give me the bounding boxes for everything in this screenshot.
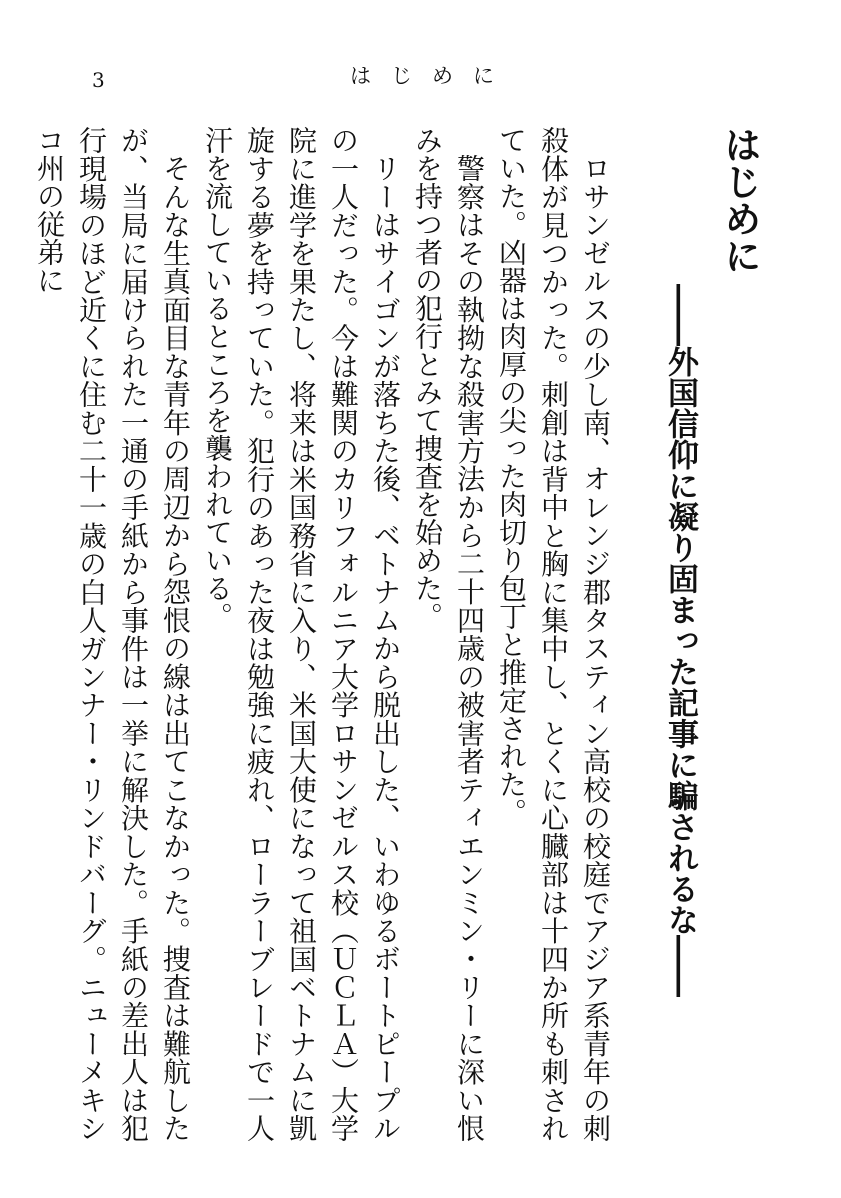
- paragraph: そんな生真面目な青年の周辺から怨恨の線は出てこなかった。捜査は難航したが、当局に届けられた一通の手紙から事件は一挙に解決した。手紙の差出人は犯行現場のほど近くに住む二十一歳の白人ガンナー・リンドバーグ。ニューメキシコ州の従弟に: [33, 126, 192, 1142]
- chapter-title: はじめに: [718, 126, 762, 274]
- paragraph: リーはサイゴンが落ちた後、ベトナムから脱出した、いわゆるボートピープルの一人だった。今は難関のカリフォルニア大学ロサンゼルス校（ＵＣＬＡ）大学院に進学を果たし、将来は米国務省に入り、米国大使になって祖国ベトナムに凱旋する夢を持っていた。犯行のあった夜は勉強に疲れ、ローラーブレードで一人汗を流しているところを襲われている。: [201, 126, 402, 1143]
- paragraph: 警察はその執拗な殺害方法から二十四歳の被害者ティエンミン・リーに深い恨みを持つ者の犯行とみて捜査を始めた。: [411, 126, 486, 1142]
- paragraph: ロサンゼルスの少し南、オレンジ郡タスティン高校の校庭でアジア系青年の刺殺体が見つかった。刺創は背中と胸に集中し、とくに心臓部は十四か所も刺されていた。凶器は肉厚の尖った肉切り包丁と推定された。: [495, 126, 612, 1142]
- chapter-subtitle: ――外国信仰に凝り固まった記事に騙されるな――: [662, 284, 698, 997]
- page-number: 3: [92, 68, 105, 92]
- body-text: [33, 126, 766, 1143]
- running-head: はじめに: [350, 64, 514, 88]
